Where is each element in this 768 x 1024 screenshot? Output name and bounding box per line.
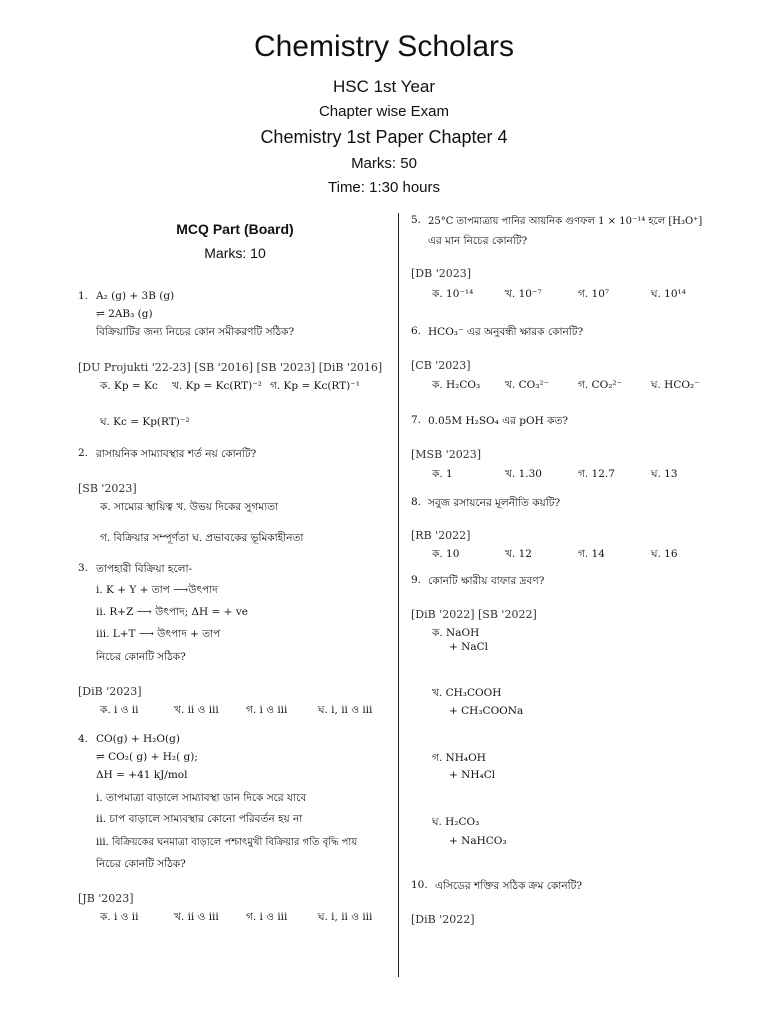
q4-option-d[interactable]: ঘ. i, ii ও iii	[318, 911, 373, 923]
q4-option-a[interactable]: ক. i ও ii	[100, 911, 139, 923]
document-title: Chemistry Scholars	[253, 30, 515, 63]
q2-stem: রাসায়নিক সাম্যাবস্থার শর্ত নয় কোনটি?	[96, 448, 257, 460]
q4-ask: নিচের কোনটি সঠিক?	[96, 858, 186, 870]
q10-number: 10.	[411, 879, 428, 891]
q1-option-b[interactable]: খ. Kp = Kc(RT)⁻²	[172, 380, 263, 392]
q4-statement-ii: ii. চাপ বাড়ালে সাম্যবস্থার কোনো পরিবর্তন হয় না	[96, 813, 303, 825]
q1-reaction-line2: ⇌ 2AB₃ (g)	[96, 308, 153, 320]
q5-stem-line1: 25°C তাপমাত্রায় পানির আয়নিক গুণফল 1 × 10⁻¹⁴ হলে [H₃O⁺]	[428, 216, 703, 227]
q1-option-a[interactable]: ক. Kp = Kc	[100, 380, 158, 392]
q6-option-a[interactable]: ক. H₂CO₃	[432, 379, 481, 391]
q1-option-d[interactable]: ঘ. Kc = Kp(RT)⁻²	[100, 416, 190, 428]
q3-source: [DiB '2023]	[78, 685, 142, 698]
q8-stem: সবুজ রসায়নের মূলনীতি কয়টি?	[428, 497, 561, 509]
q5-option-a[interactable]: ক. 10⁻¹⁴	[432, 288, 474, 300]
q5-source: [DB '2023]	[411, 267, 472, 280]
q5-stem-line2: এর মান নিচের কোনটি?	[428, 235, 528, 247]
q3-statement-ii: ii. R+Z ⟶ উৎপাদ; ΔH = + ve	[96, 606, 248, 618]
q9-option-a-line1[interactable]: ক. NaOH	[432, 627, 480, 639]
q1-number: 1.	[78, 290, 89, 302]
q8-option-b[interactable]: খ. 12	[505, 548, 532, 560]
q6-source: [CB '2023]	[411, 359, 471, 372]
paper-label: Chemistry 1st Paper Chapter 4	[260, 127, 508, 147]
q3-stem: তাপহারী বিক্রিয়া হলো-	[96, 563, 193, 575]
q9-source: [DiB '2022] [SB '2022]	[411, 608, 537, 621]
year-label: HSC 1st Year	[332, 77, 436, 96]
q6-option-d[interactable]: ঘ. HCO₂⁻	[651, 379, 700, 391]
q8-option-d[interactable]: ঘ. 16	[651, 548, 678, 560]
column-divider	[398, 213, 399, 977]
q9-option-c-line1[interactable]: গ. NH₄OH	[432, 752, 486, 764]
q9-option-a-line2: + NaCl	[449, 641, 488, 653]
q4-statement-iii: iii. বিক্রিয়কের ঘনমাত্রা বাড়ালে পশ্চাৎমুখী বিক্রিয়ার গতি বৃদ্ধি পায়	[96, 837, 358, 848]
q9-stem: কোনটি ক্ষারীয় বাফার দ্রবণ?	[428, 575, 545, 587]
q4-enthalpy: ΔH = +41 kJ/mol	[96, 769, 188, 781]
q8-option-a[interactable]: ক. 10	[432, 548, 460, 560]
q8-number: 8.	[411, 496, 422, 508]
q3-option-b[interactable]: খ. ii ও iii	[174, 704, 219, 716]
q9-option-b-line2: + CH₃COONa	[449, 705, 524, 717]
q1-option-c[interactable]: গ. Kp = Kc(RT)⁻¹	[270, 380, 360, 392]
q7-option-a[interactable]: ক. 1	[432, 468, 453, 480]
q5-option-b[interactable]: খ. 10⁻⁷	[505, 288, 542, 300]
q1-reaction-line1: A₂ (g) + 3B (g)	[96, 290, 175, 302]
q7-option-d[interactable]: ঘ. 13	[651, 468, 678, 480]
q10-stem: এসিডের শক্তির সঠিক ক্রম কোনটি?	[435, 880, 582, 892]
q2-number: 2.	[78, 447, 89, 459]
q3-statement-i: i. K + Y + তাপ ⟶উৎপাদ	[96, 584, 218, 596]
q4-option-b[interactable]: খ. ii ও iii	[174, 911, 219, 923]
total-marks-label: Marks: 50	[351, 155, 417, 172]
q3-option-c[interactable]: গ. i ও iii	[246, 704, 288, 716]
q4-reaction-line1: CO(g) + H₂O(g)	[96, 733, 180, 745]
q5-option-d[interactable]: ঘ. 10¹⁴	[651, 288, 686, 300]
q5-option-c[interactable]: গ. 10⁷	[578, 288, 610, 300]
exam-label: Chapter wise Exam	[318, 103, 450, 120]
q4-statement-i: i. তাপমাত্রা বাড়ালে সাম্যাবস্থা ডান দিকে সরে যাবে	[96, 792, 307, 804]
q1-stem: বিক্রিয়াটির জন্য নিচের কোন সমীকরণটি সঠিক?	[96, 326, 295, 338]
q3-statement-iii: iii. L+T ⟶ উৎপাদ + তাপ	[96, 628, 221, 640]
q4-reaction-line2: ⇌ CO₂( g) + H₂( g);	[96, 751, 198, 763]
q3-option-a[interactable]: ক. i ও ii	[100, 704, 139, 716]
q9-number: 9.	[411, 574, 422, 586]
q4-source: [JB '2023]	[78, 892, 134, 905]
q5-number: 5.	[411, 214, 422, 226]
q6-number: 6.	[411, 325, 422, 337]
q4-option-c[interactable]: গ. i ও iii	[246, 911, 288, 923]
q7-option-b[interactable]: খ. 1.30	[505, 468, 542, 480]
q9-option-b-line1[interactable]: খ. CH₃COOH	[432, 687, 502, 699]
q2-options-cd[interactable]: গ. বিক্রিয়ার সম্পূর্ণতা ঘ. প্রভাবকের ভূমিকাহীনতা	[100, 532, 304, 544]
q9-option-c-line2: + NH₄Cl	[449, 769, 496, 781]
q7-stem: 0.05M H₂SO₄ এর pOH কত?	[428, 415, 568, 427]
q2-options-ab[interactable]: ক. সাম্যের স্থায়িত্ব খ. উভয় দিকের সুগম্যতা	[100, 501, 279, 513]
q4-number: 4.	[78, 733, 89, 745]
q2-source: [SB '2023]	[78, 482, 137, 495]
q3-number: 3.	[78, 562, 89, 574]
q9-option-d-line1[interactable]: ঘ. H₂CO₃	[432, 816, 480, 828]
mcq-heading: MCQ Part (Board)	[176, 221, 294, 237]
q3-option-d[interactable]: ঘ. i, ii ও iii	[318, 704, 373, 716]
mcq-marks: Marks: 10	[204, 245, 266, 261]
q7-source: [MSB '2023]	[411, 448, 481, 461]
q6-option-b[interactable]: খ. CO₃²⁻	[505, 379, 550, 391]
q6-option-c[interactable]: গ. CO₂²⁻	[578, 379, 623, 391]
q3-ask: নিচের কোনটি সঠিক?	[96, 651, 186, 663]
q7-option-c[interactable]: গ. 12.7	[578, 468, 615, 480]
q9-option-d-line2: + NaHCO₃	[449, 835, 507, 847]
q8-option-c[interactable]: গ. 14	[578, 548, 605, 560]
q1-source: [DU Projukti '22-23] [SB '2016] [SB '2023] [DiB '2016]	[78, 361, 383, 374]
q6-stem: HCO₃⁻ এর অনুবন্ধী ক্ষারক কোনটি?	[428, 326, 584, 338]
q7-number: 7.	[411, 414, 422, 426]
q8-source: [RB '2022]	[411, 529, 471, 542]
time-label: Time: 1:30 hours	[328, 179, 440, 196]
q10-source: [DiB '2022]	[411, 913, 475, 926]
